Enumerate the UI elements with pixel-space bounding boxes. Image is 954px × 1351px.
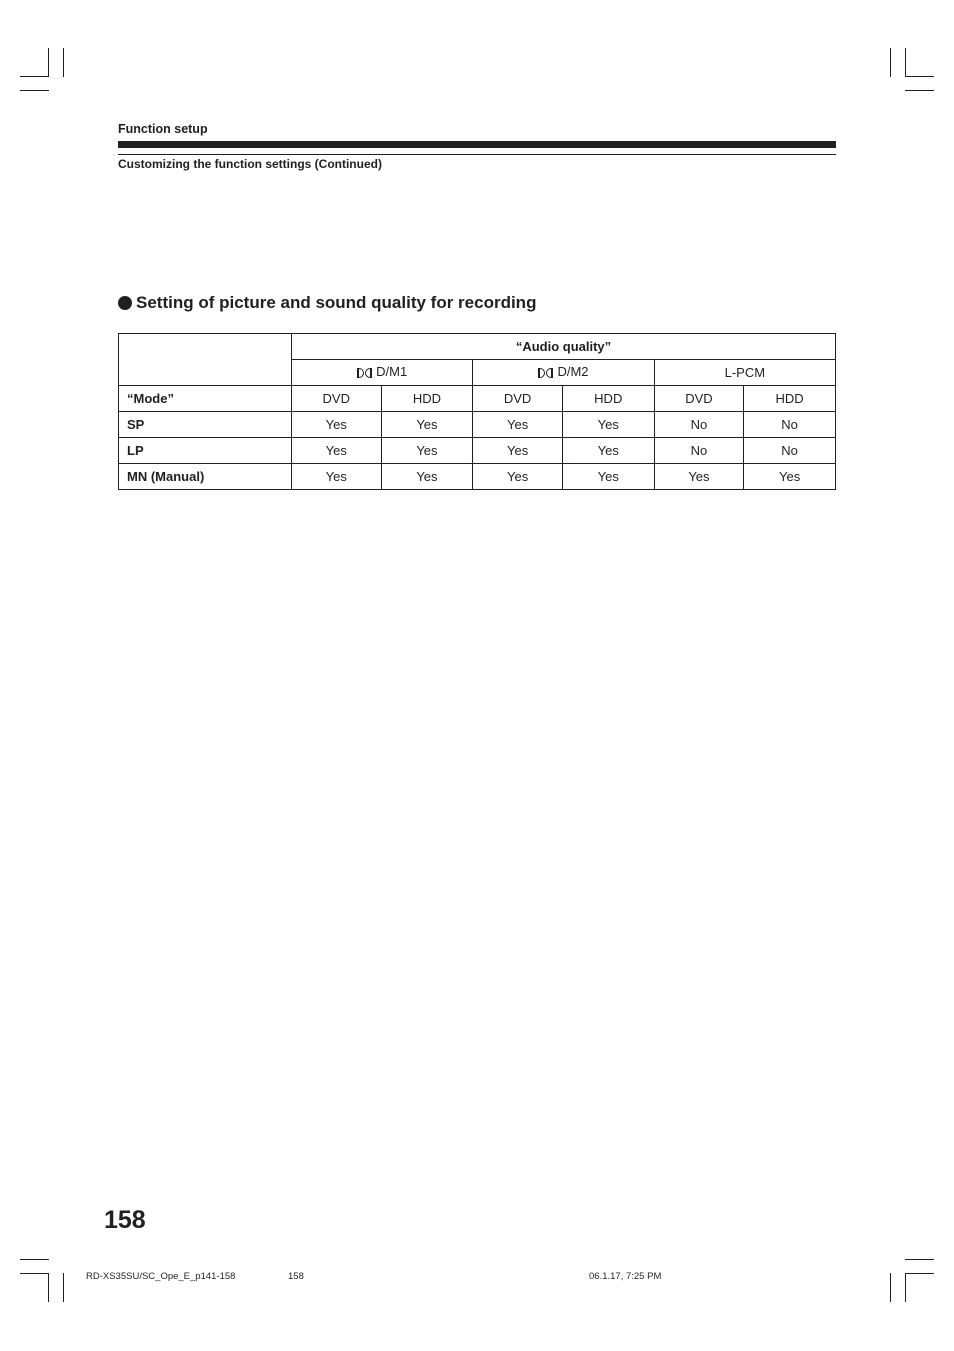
crop-mark bbox=[890, 1273, 891, 1302]
format-label: D/M2 bbox=[557, 364, 589, 379]
crop-mark bbox=[905, 48, 906, 77]
crop-mark bbox=[20, 90, 49, 91]
footer-timestamp: 06.1.17, 7:25 PM bbox=[589, 1271, 662, 1282]
quality-table bbox=[118, 333, 836, 490]
media-cell: HDD bbox=[381, 386, 473, 412]
crop-mark bbox=[48, 48, 49, 77]
format-cell-dm1 bbox=[292, 360, 473, 386]
section-title bbox=[118, 293, 536, 313]
table-header-row bbox=[119, 334, 836, 360]
value-cell: No bbox=[744, 412, 836, 438]
value-cell: No bbox=[654, 438, 744, 464]
value-cell: Yes bbox=[473, 412, 563, 438]
crop-mark bbox=[905, 90, 934, 91]
header-rule bbox=[118, 141, 836, 148]
header-subrule bbox=[118, 154, 836, 155]
footer-page: 158 bbox=[288, 1271, 304, 1282]
value-cell: No bbox=[654, 412, 744, 438]
value-cell: No bbox=[744, 438, 836, 464]
table-row bbox=[119, 412, 836, 438]
value-cell: Yes bbox=[292, 412, 382, 438]
mode-cell: LP bbox=[119, 438, 292, 464]
value-cell: Yes bbox=[654, 464, 744, 490]
crop-mark bbox=[905, 76, 934, 77]
crop-mark bbox=[890, 48, 891, 77]
value-cell: Yes bbox=[562, 464, 654, 490]
crop-mark bbox=[48, 1273, 49, 1302]
page-number: 158 bbox=[104, 1206, 146, 1234]
section-header: Function setup bbox=[118, 122, 208, 136]
mode-cell: SP bbox=[119, 412, 292, 438]
value-cell: Yes bbox=[473, 438, 563, 464]
crop-mark bbox=[63, 48, 64, 77]
crop-mark bbox=[905, 1273, 906, 1302]
media-row bbox=[119, 386, 836, 412]
dolby-icon bbox=[538, 366, 553, 381]
dolby-icon bbox=[357, 366, 372, 381]
subsection-header: Customizing the function settings (Continued) bbox=[118, 157, 382, 171]
media-cell: HDD bbox=[744, 386, 836, 412]
crop-mark bbox=[20, 1259, 49, 1260]
value-cell: Yes bbox=[562, 412, 654, 438]
value-cell: Yes bbox=[381, 412, 473, 438]
value-cell: Yes bbox=[381, 438, 473, 464]
table-row bbox=[119, 464, 836, 490]
crop-mark bbox=[905, 1259, 934, 1260]
media-cell: HDD bbox=[562, 386, 654, 412]
media-cell: DVD bbox=[654, 386, 744, 412]
audio-quality-header: “Audio quality” bbox=[292, 334, 836, 360]
media-cell: DVD bbox=[292, 386, 382, 412]
format-cell-dm2 bbox=[473, 360, 654, 386]
format-cell-lpcm: L-PCM bbox=[654, 360, 835, 386]
value-cell: Yes bbox=[562, 438, 654, 464]
crop-mark bbox=[905, 1273, 934, 1274]
value-cell: Yes bbox=[292, 438, 382, 464]
crop-mark bbox=[63, 1273, 64, 1302]
value-cell: Yes bbox=[381, 464, 473, 490]
media-cell: DVD bbox=[473, 386, 563, 412]
footer-file: RD-XS35SU/SC_Ope_E_p141-158 bbox=[86, 1271, 236, 1282]
crop-mark bbox=[20, 76, 49, 77]
mode-cell: MN (Manual) bbox=[119, 464, 292, 490]
value-cell: Yes bbox=[744, 464, 836, 490]
crop-mark bbox=[20, 1273, 49, 1274]
corner-cell bbox=[119, 334, 292, 386]
mode-header: “Mode” bbox=[119, 386, 292, 412]
bullet-icon bbox=[118, 296, 132, 310]
section-title-text: Setting of picture and sound quality for recording bbox=[136, 293, 537, 312]
value-cell: Yes bbox=[473, 464, 563, 490]
format-label: D/M1 bbox=[376, 364, 408, 379]
value-cell: Yes bbox=[292, 464, 382, 490]
table-row bbox=[119, 438, 836, 464]
